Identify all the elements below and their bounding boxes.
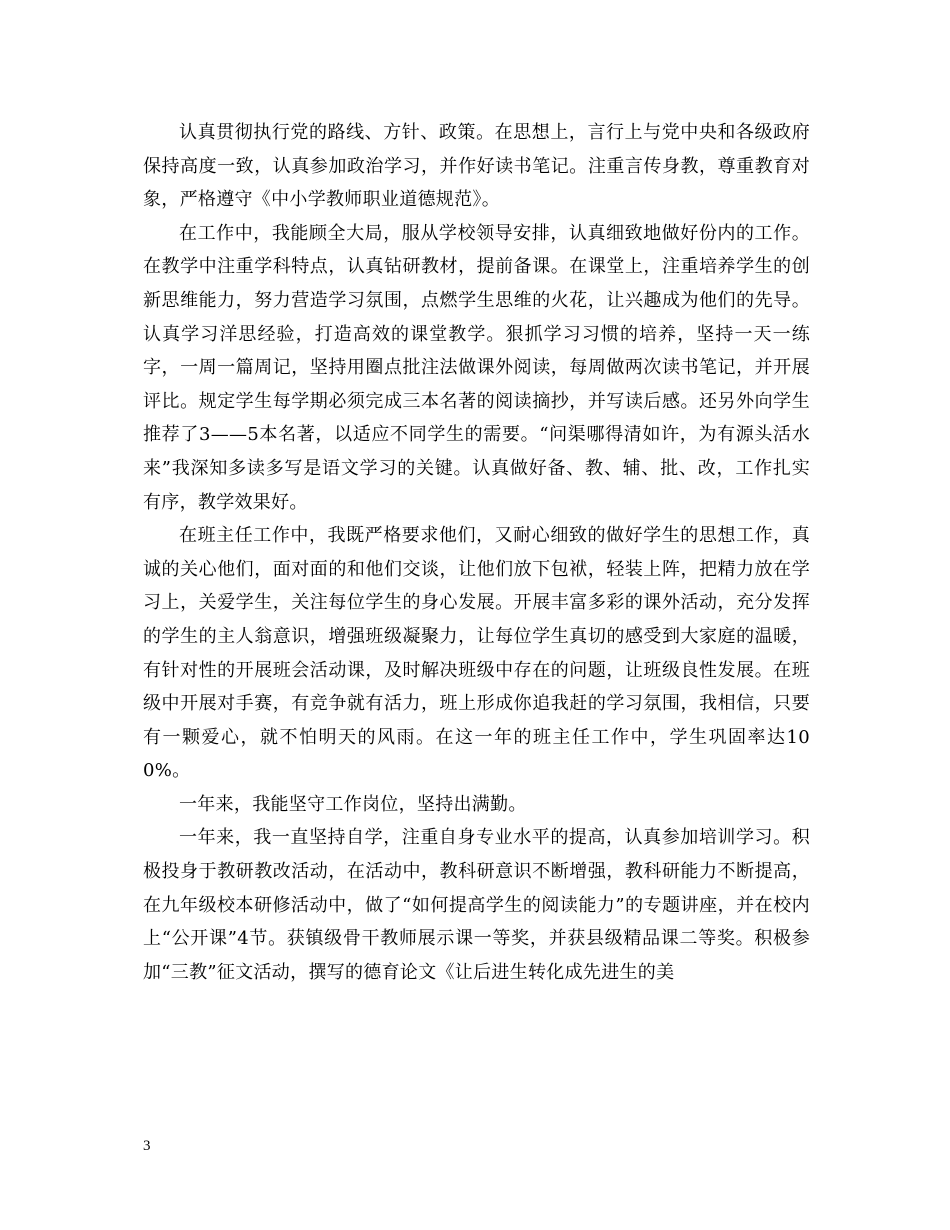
page-number: 3 bbox=[143, 1138, 151, 1154]
paragraph-political: 认真贯彻执行党的路线、方针、政策。在思想上，言行上与党中央和各级政府保持高度一致，认真参加政治学习，并作好读书笔记。注重言传身教，尊重教育对象，严格遵守《中小学教师职业道德规范》。 bbox=[143, 122, 810, 211]
paragraph-teaching: 在工作中，我能顾全大局，服从学校领导安排，认真细致地做好份内的工作。在教学中注重学科特点，认真钻研教材，提前备课。在课堂上，注重培养学生的创新思维能力，努力营造学习氛围，点燃学生思维的火花，让兴趣成为他们的先导。认真学习洋思经验，打造高效的课堂教学。狠抓学习习惯的培养，坚持一天一练字，一周一篇周记，坚持用圈点批注法做课外阅读，每周做两次读书笔记，并开展评比。规定学生每学期必须完成三本名著的阅读摘抄，并写读后感。还另外向学生推荐了3——5本名著，以适应不同学生的需要。“问渠哪得清如许，为有源头活水来”我深知多读多写是语文学习的关键。认真做好备、教、辅、批、改，工作扎实有序，教学效果好。 bbox=[143, 222, 810, 513]
paragraph-attendance: 一年来，我能坚守工作岗位，坚持出满勤。 bbox=[179, 793, 527, 815]
paragraph-professional-development: 一年来，我一直坚持自学，注重自身专业水平的提高，认真参加培训学习。积极投身于教研教改活动，在活动中，教科研意识不断增强，教科研能力不断提高，在九年级校本研修活动中，做了“如何提高学生的阅读能力”的专题讲座，并在校内上“公开课”4节。获镇级骨干教师展示课一等奖，并获县级精品课二等奖。积极参加“三教”征文活动，撰写的德育论文《让后进生转化成先进生的美 bbox=[143, 827, 810, 983]
document-body bbox=[143, 116, 810, 989]
paragraph-class-teacher: 在班主任工作中，我既严格要求他们，又耐心细致的做好学生的思想工作，真诚的关心他们，面对面的和他们交谈，让他们放下包袱，轻装上阵，把精力放在学习上，关爱学生，关注每位学生的身心发展。开展丰富多彩的课外活动，充分发挥的学生的主人翁意识，增强班级凝聚力，让每位学生真切的感受到大家庭的温暖，有针对性的开展班会活动课，及时解决班级中存在的问题，让班级良性发展。在班级中开展对手赛，有竞争就有活力，班上形成你追我赶的学习氛围，我相信，只要有一颗爱心，就不怕明天的风雨。在这一年的班主任工作中，学生巩固率达100%。 bbox=[143, 525, 810, 782]
